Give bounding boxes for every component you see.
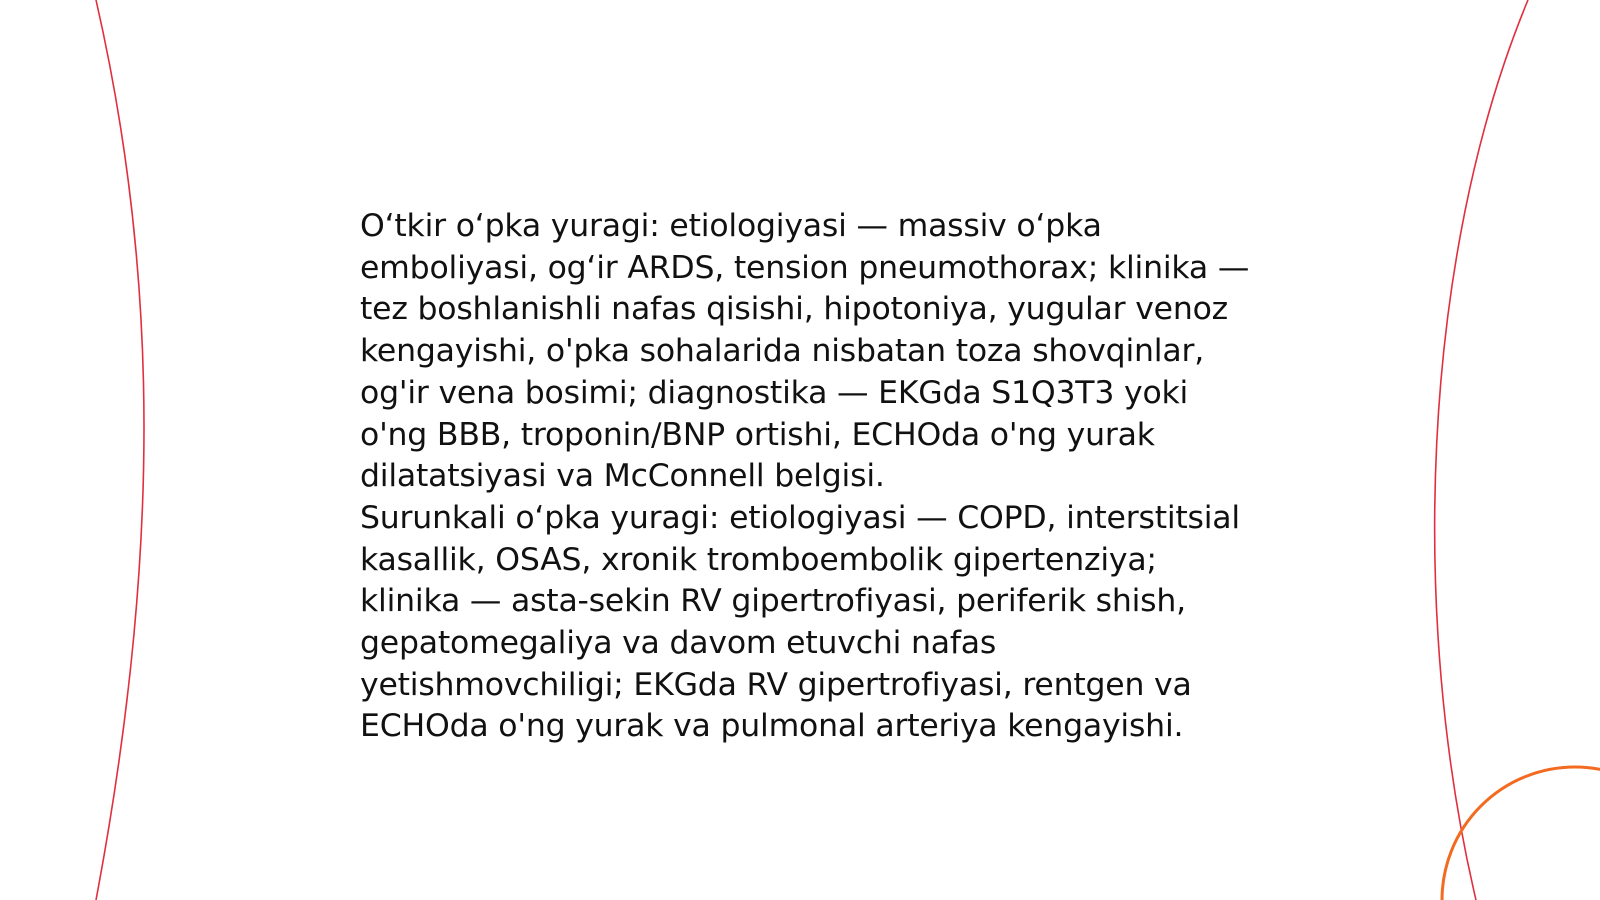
left-curve-line [96, 0, 144, 900]
paragraph-chronic: Surunkali o‘pka yuragi: etiologiyasi — COPD, interstitsial kasallik, OSAS, xronik tromboembolik gipertenziya; klinika — asta-sekin RV gipertrofiyasi, periferik shish, gepatomegaliya va davom etuvchi nafas yetishmovchiligi; EKGda RV gipertrofiyasi, rentgen va ECHOda o'ng yurak va pulmonal arteriya kengayishi. [360, 499, 1240, 745]
orange-circle-outline [1442, 767, 1600, 900]
slide-body-text [360, 206, 1260, 748]
paragraph-acute: O‘tkir o‘pka yuragi: etiologiyasi — massiv o‘pka emboliyasi, og‘ir ARDS, tension pneumothorax; klinika — tez boshlanishli nafas qisishi, hipotoniya, yugular venoz kengayishi, o'pka sohalarida nisbatan toza shovqinlar, og'ir vena bosimi; diagnostika — EKGda S1Q3T3 yoki o'ng BBB, troponin/BNP ortishi, ECHOda o'ng yurak dilatatsiyasi va McConnell belgisi. [360, 208, 1250, 495]
right-curve-line [1435, 0, 1528, 900]
